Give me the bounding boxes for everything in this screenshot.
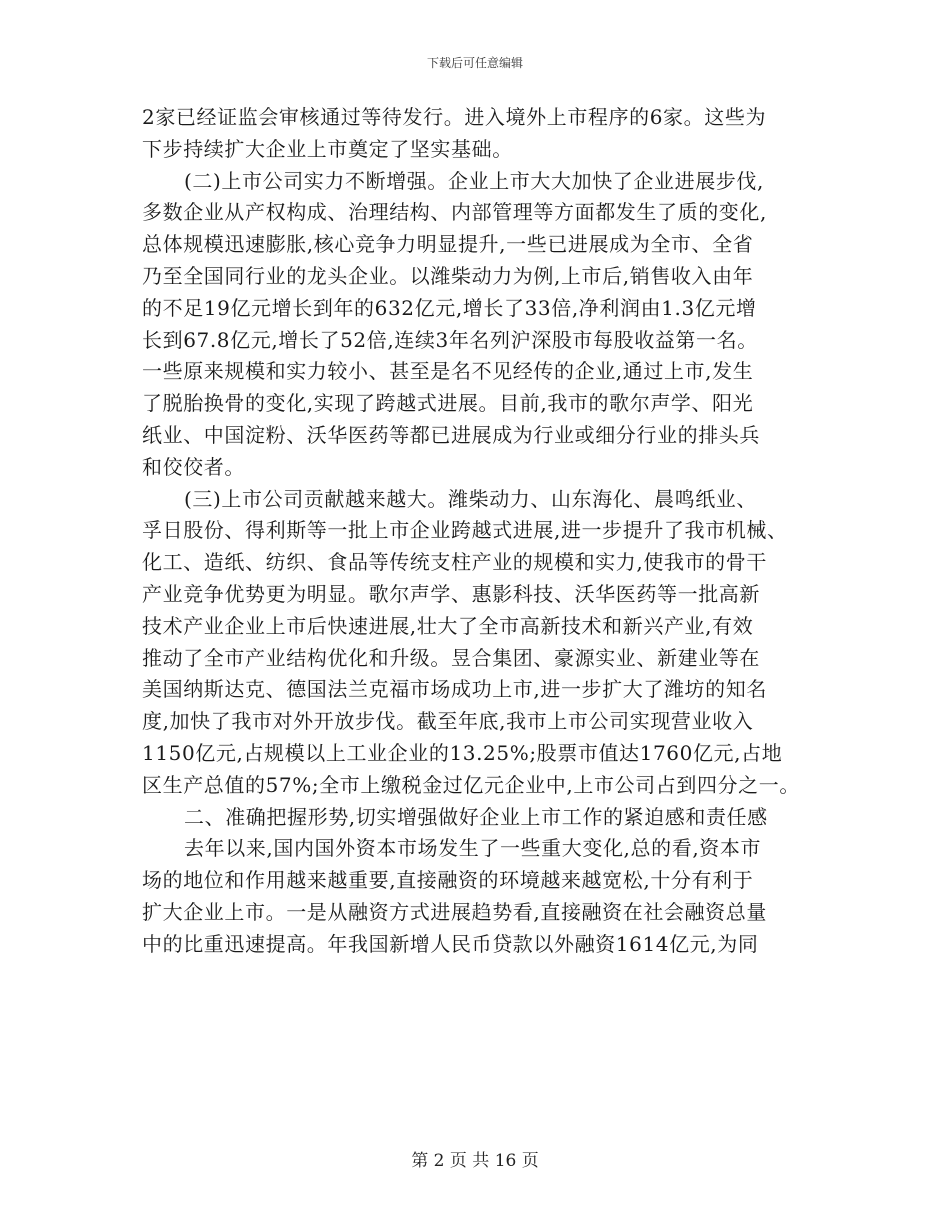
paragraph-line: 1150亿元,占规模以上工业企业的13.25%;股票市值达1760亿元,占地 [142,740,783,765]
paragraph-line: 区生产总值的57%;全市上缴税金过亿元企业中,上市公司占到四分之一。 [142,772,800,797]
paragraph-line: 长到67.8亿元,增长了52倍,连续3年名列沪深股市每股收益第一名。 [142,327,758,352]
paragraph-line: 下步持续扩大企业上市奠定了坚实基础。 [142,136,513,161]
paragraph-line: 化工、造纸、纺织、食品等传统支柱产业的规模和实力,使我市的骨干 [142,550,767,575]
paragraph-line: 中的比重迅速提高。年我国新增人民币贷款以外融资1614亿元,为同 [142,931,759,956]
paragraph-line: 的不足19亿元增长到年的632亿元,增长了33倍,净利润由1.3亿元增 [142,295,757,320]
header-note: 下载后可任意编辑 [426,56,523,70]
paragraph-line: 2家已经证监会审核通过等待发行。进入境外上市程序的6家。这些为 [142,105,767,129]
paragraph-line: 场的地位和作用越来越重要,直接融资的环境越来越宽松,十分有利于 [142,868,754,893]
paragraph-line: 总体规模迅速膨胀,核心竞争力明显提升,一些已进展成为全市、全省 [142,232,754,257]
paragraph-line: 去年以来,国内国外资本市场发生了一些重大变化,总的看,资本市 [184,836,762,861]
paragraph-line: 了脱胎换骨的变化,实现了跨越式进展。目前,我市的歌尔声学、阳光 [142,391,754,416]
section-heading: 二、准确把握形势,切实增强做好企业上市工作的紧迫感和责任感 [184,804,768,829]
paragraph-line: (三)上市公司贡献越来越大。潍柴动力、山东海化、晨鸣纸业、 [184,486,758,511]
paragraph-line: 和佼佼者。 [142,454,245,479]
paragraph-line: (二)上市公司实力不断增强。企业上市大大加快了企业进展步伐, [184,168,764,193]
paragraph-line: 美国纳斯达克、德国法兰克福市场成功上市,进一步扩大了潍坊的知名 [142,677,767,702]
paragraph-line: 一些原来规模和实力较小、甚至是名不见经传的企业,通过上市,发生 [142,359,754,384]
paragraph-line: 度,加快了我市对外开放步伐。截至年底,我市上市公司实现营业收入 [142,709,754,734]
paragraph-line: 多数企业从产权构成、治理结构、内部管理等方面都发生了质的变化, [142,200,767,225]
paragraph-line: 技术产业企业上市后快速进展,壮大了全市高新技术和新兴产业,有效 [142,613,754,638]
paragraph-line: 乃至全国同行业的龙头企业。以潍柴动力为例,上市后,销售收入由年 [142,263,754,288]
paragraph-line: 推动了全市产业结构优化和升级。昱合集团、豪源实业、新建业等在 [142,645,760,670]
paragraph-line: 产业竞争优势更为明显。歌尔声学、惠影科技、沃华医药等一批高新 [142,581,760,606]
document-body [142,102,842,961]
paragraph-line: 扩大企业上市。一是从融资方式进展趋势看,直接融资在社会融资总量 [142,899,767,924]
paragraph-line: 纸业、中国淀粉、沃华医药等都已进展成为行业或细分行业的排头兵 [142,422,760,447]
paragraph-line: 孚日股份、得利斯等一批上市企业跨越式进展,进一步提升了我市机械、 [142,518,788,543]
page-number: 第 2 页 共 16 页 [411,1151,539,1171]
